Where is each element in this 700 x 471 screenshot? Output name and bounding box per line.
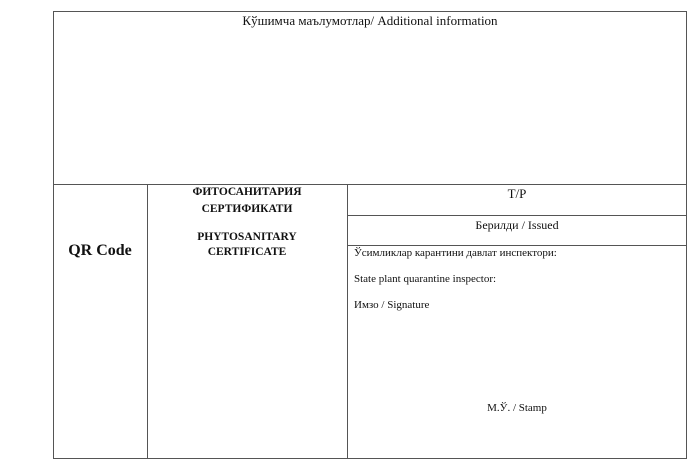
- row-divider: [347, 215, 687, 216]
- issued-label: Берилди / Issued: [475, 218, 559, 232]
- qr-code-placeholder: QR Code: [68, 242, 132, 259]
- column-divider: [147, 184, 148, 459]
- certificate-title-uz-1: ФИТОСАНИТАРИЯ: [192, 186, 302, 198]
- certificate-title-uz-2: СЕРТИФИКАТИ: [201, 203, 293, 215]
- inspector-label-en: State plant quarantine inspector:: [354, 273, 497, 285]
- additional-info-box: [53, 11, 687, 185]
- additional-info-title: Кўшимча маълумотлар/ Additional information: [242, 13, 498, 28]
- row-divider: [347, 245, 687, 246]
- signature-label: Имзо / Signature: [354, 299, 430, 311]
- certificate-title-en-2: CERTIFICATE: [207, 246, 287, 258]
- tp-label: T/P: [507, 186, 527, 201]
- stamp-label: М.Ў. / Stamp: [487, 402, 547, 414]
- certificate-title-en-1: PHYTOSANITARY: [197, 231, 297, 243]
- inspector-label-uz: Ўсимликлар карантини давлат инспектори:: [354, 247, 557, 259]
